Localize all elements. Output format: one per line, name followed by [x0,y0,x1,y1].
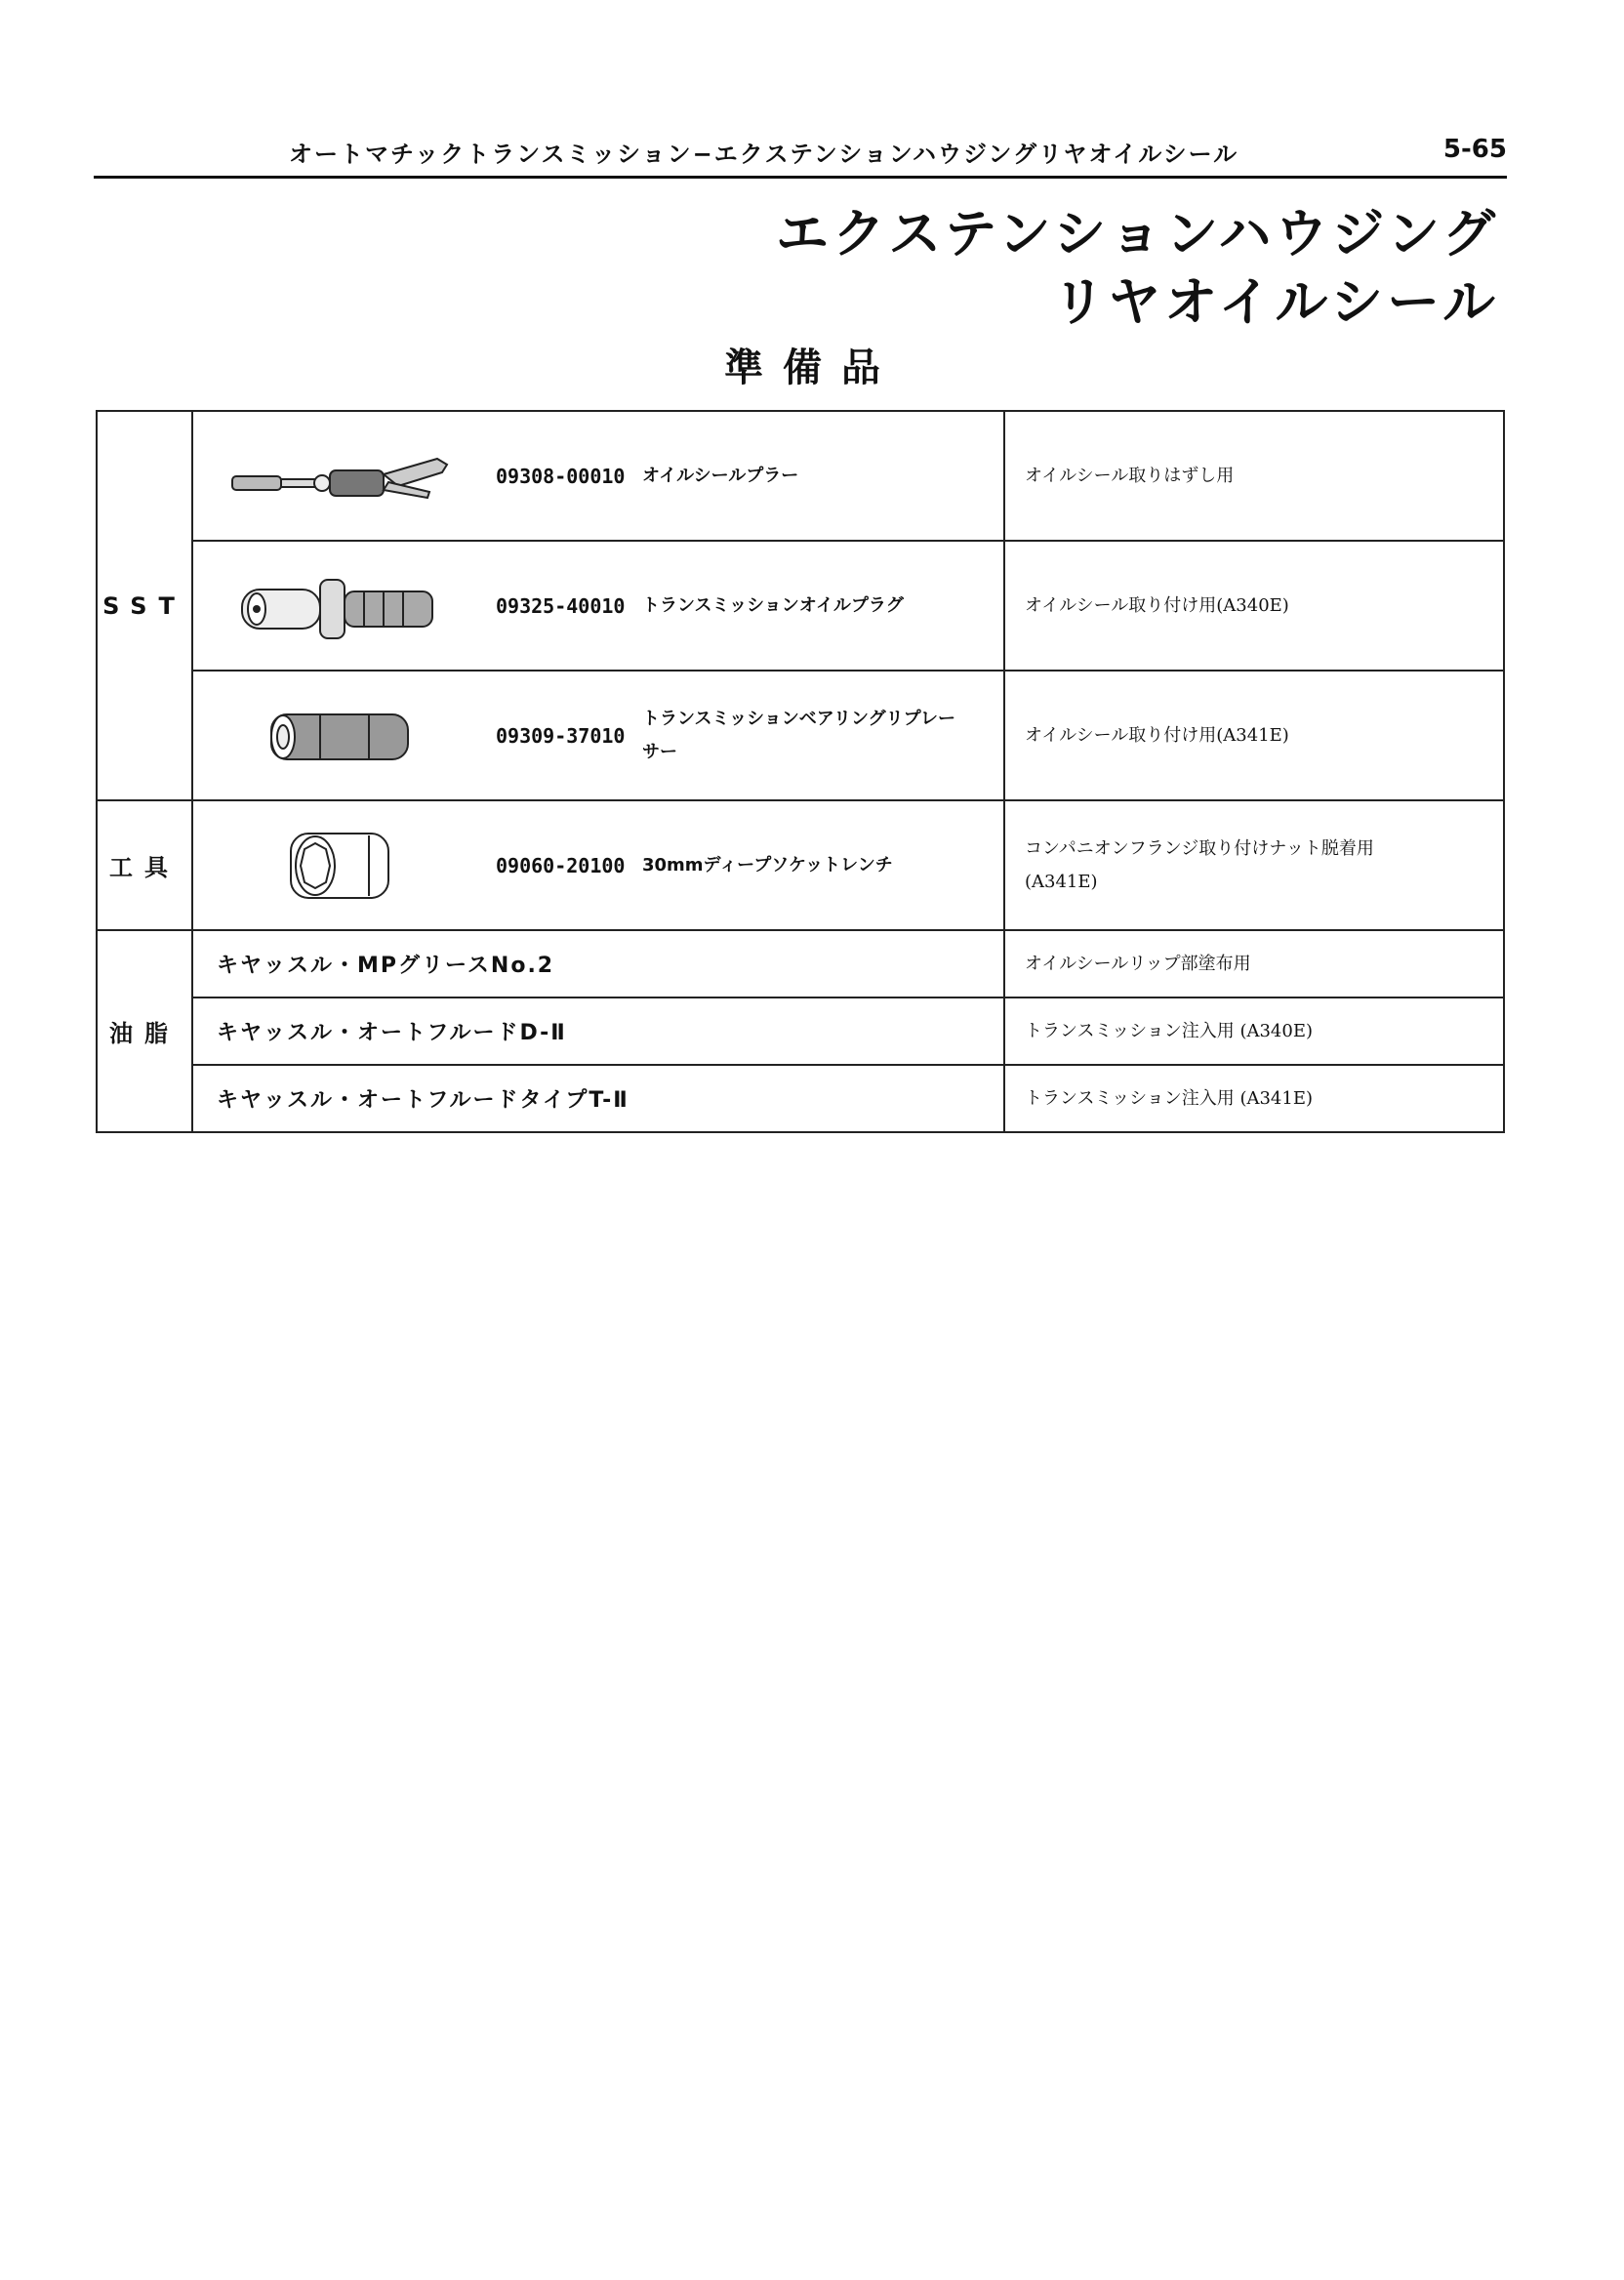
use-cell: オイルシール取りはずし用 [1004,411,1504,541]
running-title: オートマチックトランスミッション−エクステンションハウジングリヤオイルシール [289,141,1239,168]
part-name: トランスミッションオイルプラグ [642,594,904,616]
grease-name: キヤッスル・オートフルードD-Ⅱ [192,998,1004,1065]
table-row [97,1065,1504,1132]
category-grease: 油脂 [97,930,192,1132]
part-number: 09308-00010 [496,464,626,488]
running-header [94,131,1507,179]
tool-cell [192,541,1004,671]
use-cell: オイルシールリップ部塗布用 [1004,930,1504,998]
page-title [776,200,1499,337]
oil-seal-puller-icon [193,447,486,506]
section-title: 準備品 [724,346,900,390]
bearing-replacer-icon [193,697,486,775]
use-line-2: (A341E) [1025,871,1098,892]
use-cell [1004,800,1504,930]
use-cell: トランスミッション注入用 (A340E) [1004,998,1504,1065]
part-number: 09325-40010 [496,593,626,618]
table-row [97,930,1504,998]
use-cell: オイルシール取り付け用(A341E) [1004,671,1504,800]
tool-cell [192,800,1004,930]
category-tool: 工具 [97,800,192,930]
table-row [97,800,1504,930]
page-number: 5-65 [1442,135,1507,164]
part-name: トランスミッションベアリングリプレーサー [642,708,955,762]
table-row [97,671,1504,800]
page-title-line-2: リヤオイルシール [1052,271,1499,333]
preparation-table [96,410,1505,1133]
grease-name: キヤッスル・オートフルードタイプT-Ⅱ [192,1065,1004,1132]
tool-cell [192,411,1004,541]
deep-socket-icon [193,822,486,910]
page-title-line-1: エクステンションハウジング [775,203,1499,265]
part-name: 30mmディープソケットレンチ [642,854,893,875]
use-cell: トランスミッション注入用 (A341E) [1004,1065,1504,1132]
part-number: 09309-37010 [496,723,626,748]
use-cell: オイルシール取り付け用(A340E) [1004,541,1504,671]
category-sst: SST [97,411,192,800]
tool-cell [192,671,1004,800]
part-name: オイルシールプラー [642,465,799,486]
table-row [97,998,1504,1065]
transmission-oil-plug-icon [193,562,486,650]
table-row [97,411,1504,541]
use-line-1: コンパニオンフランジ取り付けナット脱着用 [1025,837,1374,859]
part-number: 09060-20100 [496,853,626,877]
grease-name: キヤッスル・MPグリースNo.2 [192,930,1004,998]
table-row [97,541,1504,671]
